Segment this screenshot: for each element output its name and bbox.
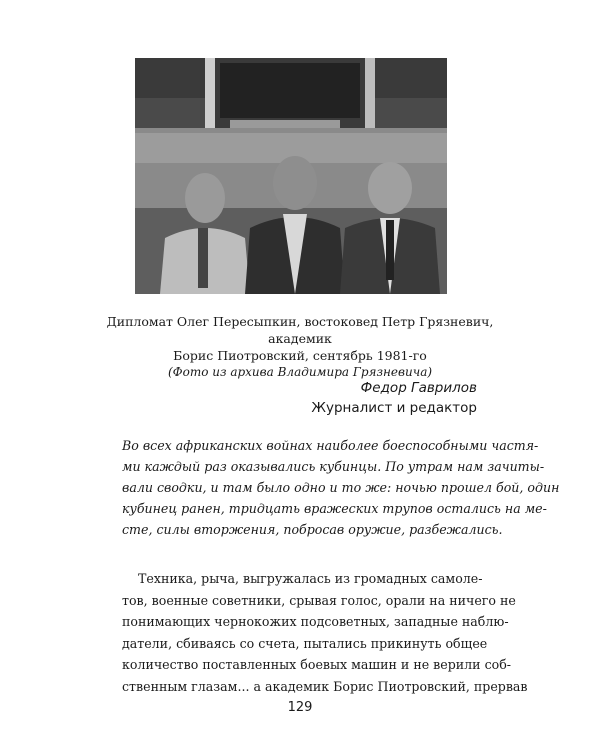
body-line: тов, военные советники, срывая голос, орали на ничего не: [122, 592, 516, 608]
caption-line-1: Дипломат Олег Пересыпкин, востоковед Петр Грязневич, академик: [106, 314, 494, 346]
epigraph-line: кубинец ранен, тридцать вражеских трупов остались на ме-: [122, 501, 547, 516]
body-line: количество поставленных боевых машин и не верили соб-: [122, 657, 512, 672]
photo-image: [135, 58, 447, 294]
epigraph-line: сте, силы вторжения, побросав оружие, разбежались.: [122, 522, 503, 537]
body-line: Техника, рыча, выгружалась из громадных самоле-: [138, 571, 483, 586]
page-number: 129: [287, 700, 313, 715]
body-line: ственным глазам... а академик Борис Пиотровский, прервав: [122, 678, 528, 694]
body-line: датели, сбиваясь со счета, пытались прикинуть общее: [122, 635, 488, 651]
epigraph-line: Во всех африканских войнах наиболее боеспособными частя-: [122, 438, 539, 453]
photo-credit: (Фото из архива Владимира Грязневича): [167, 365, 433, 379]
body-paragraph: [122, 568, 528, 697]
caption-line-2: Борис Пиотровский, сентябрь 1981-го: [173, 348, 427, 363]
body-line: понимающих чернокожих подсоветных, западные наблю-: [122, 614, 509, 629]
author-role: Журналист и редактор: [311, 400, 477, 416]
author-block: [311, 378, 477, 418]
epigraph-line: ми каждый раз оказывались кубинцы. По утрам нам зачиты-: [122, 459, 545, 474]
epigraph: [122, 435, 560, 540]
photo-caption: [80, 313, 520, 381]
epigraph-line: вали сводки, и там было одно и то же: ночью прошел бой, один: [122, 480, 560, 495]
archive-photo: [135, 58, 447, 294]
author-name: Федор Гаврилов: [360, 380, 477, 396]
